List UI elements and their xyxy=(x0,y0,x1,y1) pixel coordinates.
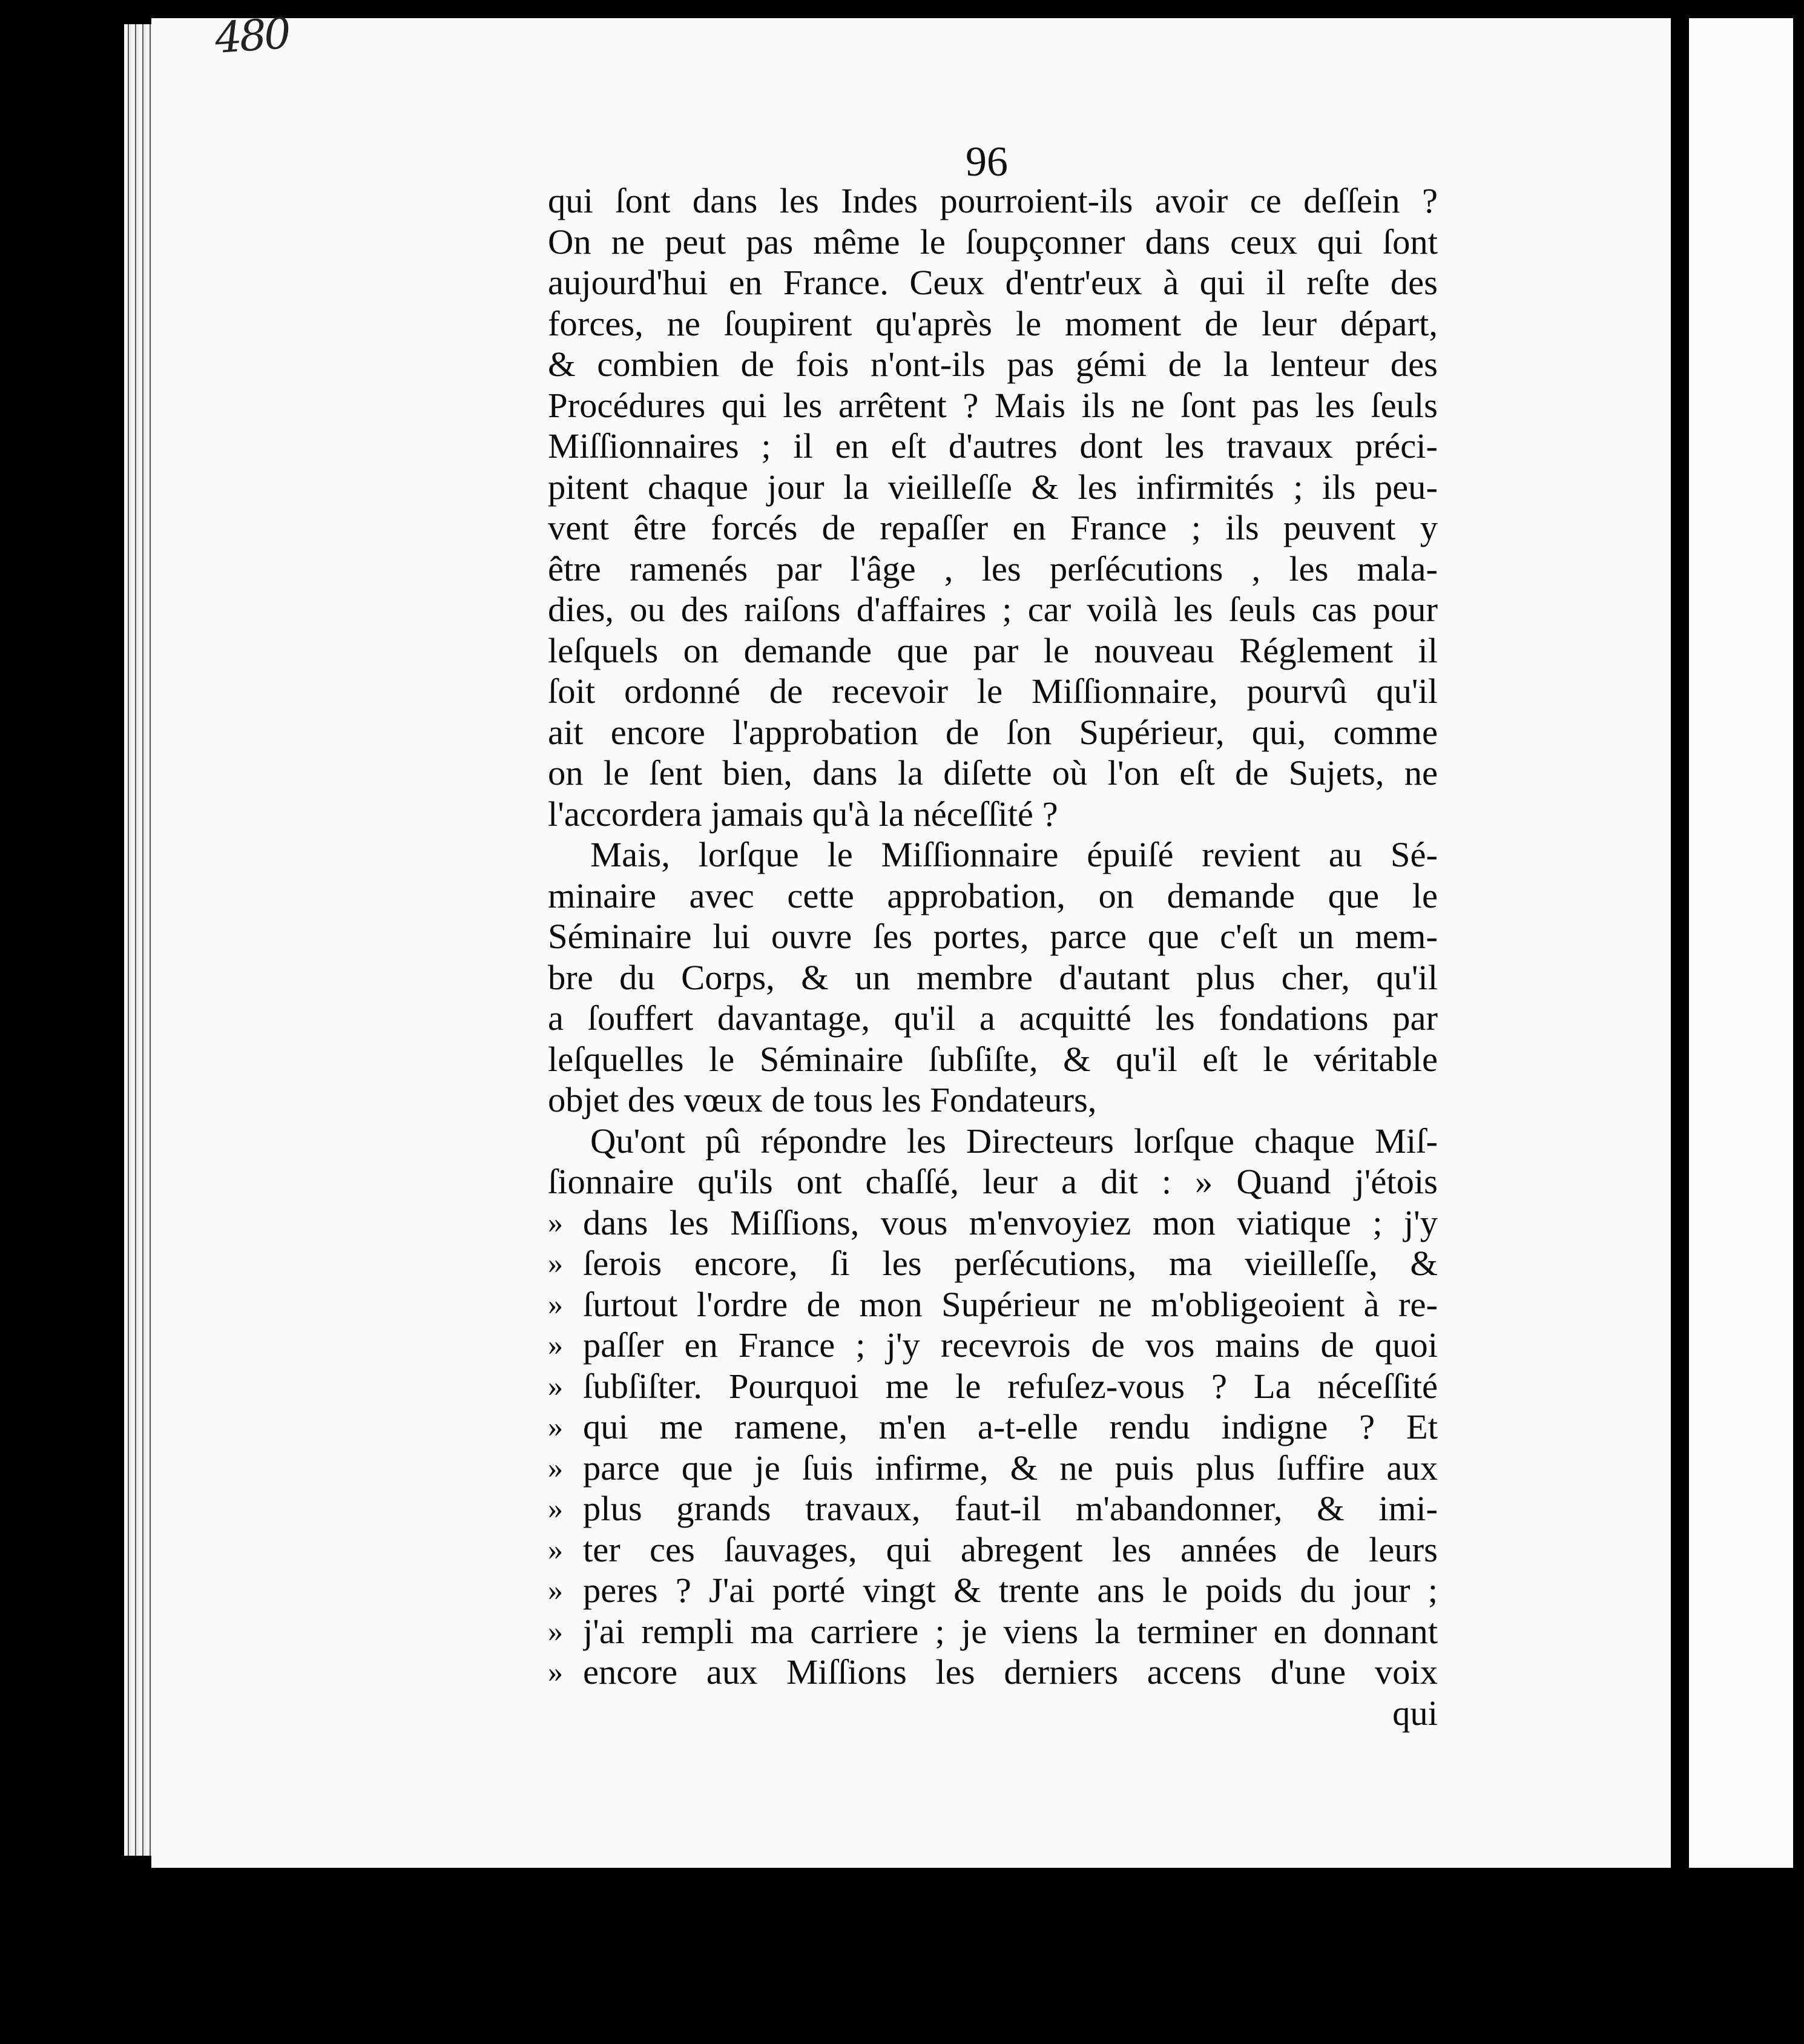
text-line: Séminaire lui ouvre ſes portes, parce que c'eſt un mem- xyxy=(548,917,1438,956)
catchword: qui xyxy=(1392,1693,1438,1733)
quote-mark: » xyxy=(548,1491,563,1525)
quoted-line xyxy=(548,1406,1438,1448)
text-line: qui ſont dans les Indes pourroient-ils avoir ce deſſein ? xyxy=(548,181,1438,220)
text-line: a ſouffert davantage, qu'il a acquitté les fondations par xyxy=(548,998,1438,1038)
text-line: Procédures qui les arrêtent ? Mais ils ne ſont pas les ſeuls xyxy=(548,385,1438,425)
quoted-text: encore aux Miſſions les derniers accens d'une voix xyxy=(583,1652,1438,1692)
text-line: leſquels on demande que par le nouveau Réglement il xyxy=(548,630,1438,670)
text-line: Miſſionnaires ; il en eſt d'autres dont les travaux préci- xyxy=(548,426,1438,466)
quoted-text: peres ? J'ai porté vingt & trente ans le poids du jour ; xyxy=(583,1571,1438,1610)
quote-mark: » xyxy=(548,1205,563,1239)
quote-mark: » xyxy=(548,1409,563,1443)
page-number: 96 xyxy=(966,139,1008,185)
quoted-text: paſſer en France ; j'y recevrois de vos mains de quoi xyxy=(583,1325,1438,1365)
quote-mark: » xyxy=(548,1328,563,1362)
quoted-line xyxy=(548,1611,1438,1652)
text-line: ſoit ordonné de recevoir le Miſſionnaire, pourvû qu'il xyxy=(548,671,1438,711)
quoted-text: ter ces ſauvages, qui abregent les années de leurs xyxy=(583,1529,1438,1569)
text-line: on le ſent bien, dans la diſette où l'on eſt de Sujets, ne xyxy=(548,753,1438,793)
quoted-text: qui me ramene, m'en a-t-elle rendu indigne ? Et xyxy=(583,1407,1438,1446)
quoted-text: ſurtout l'ordre de mon Supérieur ne m'obligeoient à re- xyxy=(583,1284,1438,1324)
quoted-line xyxy=(548,1652,1438,1693)
quoted-line xyxy=(548,1202,1438,1244)
quoted-line xyxy=(548,1570,1438,1611)
text-line: vent être forcés de repaſſer en France ; ils peuvent y xyxy=(548,508,1438,547)
quote-mark: » xyxy=(548,1287,563,1321)
quoted-line xyxy=(548,1529,1438,1571)
quote-mark: » xyxy=(548,1614,563,1648)
facing-page-edge xyxy=(1690,18,1793,1868)
text-line: pitent chaque jour la vieilleſſe & les infirmités ; ils peu- xyxy=(548,467,1438,507)
quoted-line xyxy=(548,1325,1438,1366)
quoted-line xyxy=(548,1284,1438,1325)
page-edges xyxy=(124,24,154,1856)
text-line: objet des vœux de tous les Fondateurs, xyxy=(548,1080,1097,1119)
text-line: aujourd'hui en France. Ceux d'entr'eux à qui il reſte des xyxy=(548,263,1438,302)
text-line: minaire avec cette approbation, on demande que le xyxy=(548,875,1438,915)
quoted-text: plus grands travaux, faut-il m'abandonner, & imi- xyxy=(583,1489,1438,1528)
text-line: ſionnaire qu'ils ont chaſſé, leur a dit : » Quand j'étois xyxy=(548,1162,1438,1201)
manuscript-note: 480 xyxy=(213,8,291,64)
quoted-text: dans les Miſſions, vous m'envoyiez mon viatique ; j'y xyxy=(583,1202,1438,1242)
text-line: & combien de fois n'ont-ils pas gémi de la lenteur des xyxy=(548,345,1438,384)
quote-mark: » xyxy=(548,1655,563,1689)
text-block xyxy=(548,180,1438,1733)
quoted-text: j'ai rempli ma carriere ; je viens la terminer en donnant xyxy=(583,1611,1438,1651)
quoted-text: parce que je ſuis infirme, & ne puis plus ſuffire aux xyxy=(583,1448,1438,1488)
text-line: l'accordera jamais qu'à la néceſſité ? xyxy=(548,794,1058,834)
text-line: dies, ou des raiſons d'affaires ; car voilà les ſeuls cas pour xyxy=(548,590,1438,629)
text-line: Mais, lorſque le Miſſionnaire épuiſé revient au Sé- xyxy=(590,835,1438,874)
quoted-line xyxy=(548,1448,1438,1489)
quoted-text: ſubſiſter. Pourquoi me le refuſez-vous ? La néceſſité xyxy=(583,1366,1438,1406)
text-line: leſquelles le Séminaire ſubſiſte, & qu'il eſt le véritable xyxy=(548,1039,1438,1079)
text-line: forces, ne ſoupirent qu'après le moment de leur départ, xyxy=(548,303,1438,343)
text-line: être ramenés par l'âge , les perſécutions , les mala- xyxy=(548,549,1438,588)
quote-mark: » xyxy=(548,1450,563,1485)
quoted-line xyxy=(548,1243,1438,1284)
quote-mark: » xyxy=(548,1573,563,1607)
quoted-line xyxy=(548,1488,1438,1529)
quoted-text: ſerois encore, ſi les perſécutions, ma vieilleſſe, & xyxy=(583,1244,1438,1283)
text-line: bre du Corps, & un membre d'autant plus cher, qu'il xyxy=(548,957,1438,997)
quote-mark: » xyxy=(548,1246,563,1280)
quoted-line xyxy=(548,1366,1438,1407)
text-line: Qu'ont pû répondre les Directeurs lorſque chaque Miſ- xyxy=(590,1121,1438,1161)
text-line: On ne peut pas même le ſoupçonner dans ceux qui ſont xyxy=(548,222,1438,262)
text-line: ait encore l'approbation de ſon Supérieur, qui, comme xyxy=(548,712,1438,752)
gutter xyxy=(1671,18,1689,1868)
quote-mark: » xyxy=(548,1368,563,1403)
quote-mark: » xyxy=(548,1532,563,1566)
